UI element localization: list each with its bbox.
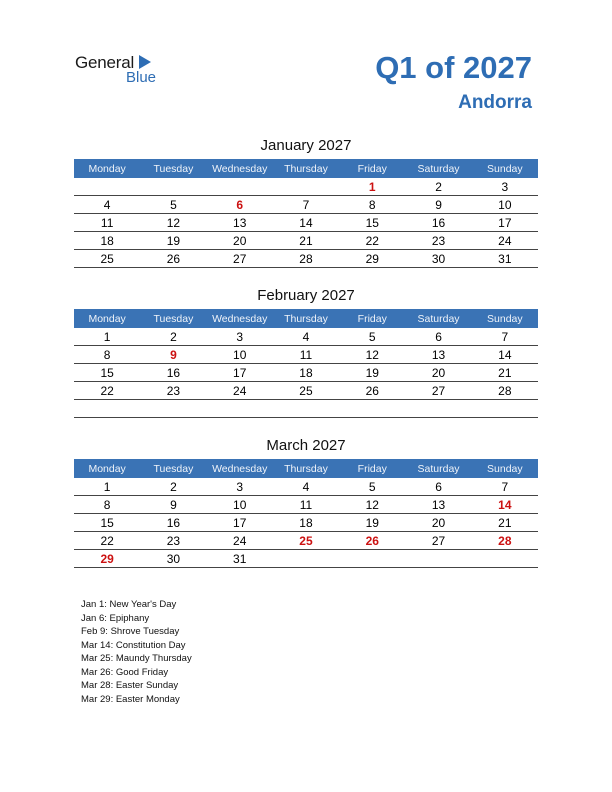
day-cell: 19 <box>140 232 206 250</box>
day-cell: 15 <box>74 364 140 382</box>
day-cell: 14 <box>472 496 538 514</box>
weekday-header: Friday <box>339 159 405 178</box>
empty-day-cell <box>273 400 339 418</box>
week-row <box>74 382 538 400</box>
calendar-table <box>74 159 538 268</box>
weekday-header: Friday <box>339 309 405 328</box>
day-cell: 8 <box>339 196 405 214</box>
day-cell: 22 <box>339 232 405 250</box>
day-cell: 24 <box>472 232 538 250</box>
day-cell: 8 <box>74 346 140 364</box>
empty-day-cell <box>74 178 140 196</box>
day-cell: 17 <box>472 214 538 232</box>
day-cell: 14 <box>273 214 339 232</box>
weekday-header: Sunday <box>472 459 538 478</box>
holiday-item: Feb 9: Shrove Tuesday <box>81 626 180 637</box>
day-cell: 7 <box>472 328 538 346</box>
day-cell: 18 <box>74 232 140 250</box>
day-cell: 9 <box>140 346 206 364</box>
calendar-table <box>74 459 538 568</box>
holiday-item: Mar 26: Good Friday <box>81 666 169 678</box>
day-cell: 10 <box>472 196 538 214</box>
week-row <box>74 364 538 382</box>
day-cell: 15 <box>74 514 140 532</box>
day-cell: 28 <box>472 532 538 550</box>
month-title: February 2027 <box>257 287 355 304</box>
empty-day-cell <box>140 400 206 418</box>
day-cell: 4 <box>273 478 339 496</box>
weekday-header: Tuesday <box>140 159 206 178</box>
empty-day-cell <box>273 550 339 568</box>
empty-day-cell <box>273 178 339 196</box>
weekday-header: Thursday <box>273 459 339 478</box>
weekday-header: Saturday <box>405 309 471 328</box>
empty-day-cell <box>207 178 273 196</box>
month-title: March 2027 <box>266 437 346 454</box>
day-cell: 29 <box>74 550 140 568</box>
day-cell: 2 <box>140 328 206 346</box>
day-cell: 5 <box>140 196 206 214</box>
day-cell: 12 <box>339 496 405 514</box>
day-cell: 11 <box>273 496 339 514</box>
month-january <box>74 137 538 268</box>
weekday-header: Thursday <box>273 309 339 328</box>
day-cell: 20 <box>405 514 471 532</box>
day-cell: 24 <box>207 532 273 550</box>
day-cell: 29 <box>339 250 405 268</box>
day-cell: 13 <box>405 496 471 514</box>
day-cell: 10 <box>207 496 273 514</box>
weekday-header: Saturday <box>405 459 471 478</box>
country-name: Andorra <box>458 92 532 113</box>
week-row <box>74 178 538 196</box>
holiday-list <box>81 598 192 706</box>
day-cell: 27 <box>405 532 471 550</box>
logo-general-text: General <box>75 53 135 72</box>
day-cell: 6 <box>207 196 273 214</box>
holiday-item: Mar 29: Easter Monday <box>81 693 180 705</box>
weekday-header: Thursday <box>273 159 339 178</box>
empty-day-cell <box>207 400 273 418</box>
day-cell: 14 <box>472 346 538 364</box>
day-cell: 1 <box>74 328 140 346</box>
weekday-header: Tuesday <box>140 459 206 478</box>
weekday-header-row <box>74 459 538 478</box>
day-cell: 31 <box>472 250 538 268</box>
week-row <box>74 400 538 418</box>
day-cell: 25 <box>74 250 140 268</box>
day-cell: 23 <box>140 382 206 400</box>
day-cell: 26 <box>339 382 405 400</box>
weekday-header: Wednesday <box>207 309 273 328</box>
day-cell: 4 <box>273 328 339 346</box>
day-cell: 12 <box>140 214 206 232</box>
weekday-header: Wednesday <box>207 459 273 478</box>
weekday-header: Sunday <box>472 159 538 178</box>
week-row <box>74 232 538 250</box>
day-cell: 19 <box>339 514 405 532</box>
day-cell: 25 <box>273 532 339 550</box>
day-cell: 30 <box>405 250 471 268</box>
day-cell: 6 <box>405 478 471 496</box>
day-cell: 2 <box>140 478 206 496</box>
day-cell: 3 <box>207 478 273 496</box>
day-cell: 18 <box>273 364 339 382</box>
day-cell: 7 <box>472 478 538 496</box>
week-row <box>74 346 538 364</box>
month-march <box>74 437 538 568</box>
day-cell: 2 <box>405 178 471 196</box>
weekday-header: Saturday <box>405 159 471 178</box>
holiday-item: Mar 28: Easter Sunday <box>81 680 179 691</box>
day-cell: 25 <box>273 382 339 400</box>
empty-day-cell <box>472 400 538 418</box>
day-cell: 21 <box>472 514 538 532</box>
week-row <box>74 214 538 232</box>
empty-day-cell <box>405 550 471 568</box>
day-cell: 9 <box>405 196 471 214</box>
day-cell: 1 <box>74 478 140 496</box>
day-cell: 28 <box>273 250 339 268</box>
weekday-header-row <box>74 309 538 328</box>
day-cell: 17 <box>207 364 273 382</box>
day-cell: 7 <box>273 196 339 214</box>
weekday-header: Wednesday <box>207 159 273 178</box>
weekday-header: Monday <box>74 459 140 478</box>
day-cell: 16 <box>140 514 206 532</box>
week-row <box>74 328 538 346</box>
day-cell: 19 <box>339 364 405 382</box>
holiday-item: Jan 6: Epiphany <box>81 612 150 624</box>
holiday-item: Jan 1: New Year's Day <box>81 599 177 610</box>
day-cell: 5 <box>339 478 405 496</box>
day-cell: 26 <box>140 250 206 268</box>
weekday-header: Friday <box>339 459 405 478</box>
weekday-header: Tuesday <box>140 309 206 328</box>
empty-day-cell <box>405 400 471 418</box>
day-cell: 27 <box>405 382 471 400</box>
day-cell: 27 <box>207 250 273 268</box>
empty-day-cell <box>339 550 405 568</box>
calendar-table <box>74 309 538 418</box>
day-cell: 9 <box>140 496 206 514</box>
day-cell: 12 <box>339 346 405 364</box>
day-cell: 21 <box>273 232 339 250</box>
day-cell: 6 <box>405 328 471 346</box>
empty-day-cell <box>74 400 140 418</box>
empty-day-cell <box>140 178 206 196</box>
day-cell: 1 <box>339 178 405 196</box>
page-title: Q1 of 2027 <box>375 50 532 85</box>
day-cell: 3 <box>207 328 273 346</box>
week-row <box>74 496 538 514</box>
day-cell: 26 <box>339 532 405 550</box>
logo-flag-icon <box>139 55 151 69</box>
day-cell: 16 <box>405 214 471 232</box>
logo-blue-text: Blue <box>126 69 157 86</box>
weekday-header: Monday <box>74 309 140 328</box>
week-row <box>74 196 538 214</box>
day-cell: 21 <box>472 364 538 382</box>
logo <box>75 53 175 89</box>
day-cell: 20 <box>405 364 471 382</box>
day-cell: 31 <box>207 550 273 568</box>
week-row <box>74 550 538 568</box>
holiday-item: Mar 14: Constitution Day <box>81 639 186 651</box>
month-february <box>74 287 538 418</box>
week-row <box>74 532 538 550</box>
week-row <box>74 250 538 268</box>
week-row <box>74 478 538 496</box>
day-cell: 8 <box>74 496 140 514</box>
day-cell: 22 <box>74 532 140 550</box>
day-cell: 5 <box>339 328 405 346</box>
day-cell: 18 <box>273 514 339 532</box>
day-cell: 16 <box>140 364 206 382</box>
week-row <box>74 514 538 532</box>
day-cell: 4 <box>74 196 140 214</box>
day-cell: 13 <box>207 214 273 232</box>
holiday-item: Mar 25: Maundy Thursday <box>81 653 192 664</box>
month-title: January 2027 <box>260 137 352 154</box>
day-cell: 17 <box>207 514 273 532</box>
day-cell: 13 <box>405 346 471 364</box>
day-cell: 28 <box>472 382 538 400</box>
weekday-header: Sunday <box>472 309 538 328</box>
day-cell: 3 <box>472 178 538 196</box>
empty-day-cell <box>472 550 538 568</box>
weekday-header-row <box>74 159 538 178</box>
day-cell: 20 <box>207 232 273 250</box>
empty-day-cell <box>339 400 405 418</box>
day-cell: 22 <box>74 382 140 400</box>
day-cell: 23 <box>405 232 471 250</box>
weekday-header: Monday <box>74 159 140 178</box>
day-cell: 30 <box>140 550 206 568</box>
day-cell: 11 <box>74 214 140 232</box>
day-cell: 23 <box>140 532 206 550</box>
day-cell: 10 <box>207 346 273 364</box>
day-cell: 11 <box>273 346 339 364</box>
day-cell: 24 <box>207 382 273 400</box>
day-cell: 15 <box>339 214 405 232</box>
